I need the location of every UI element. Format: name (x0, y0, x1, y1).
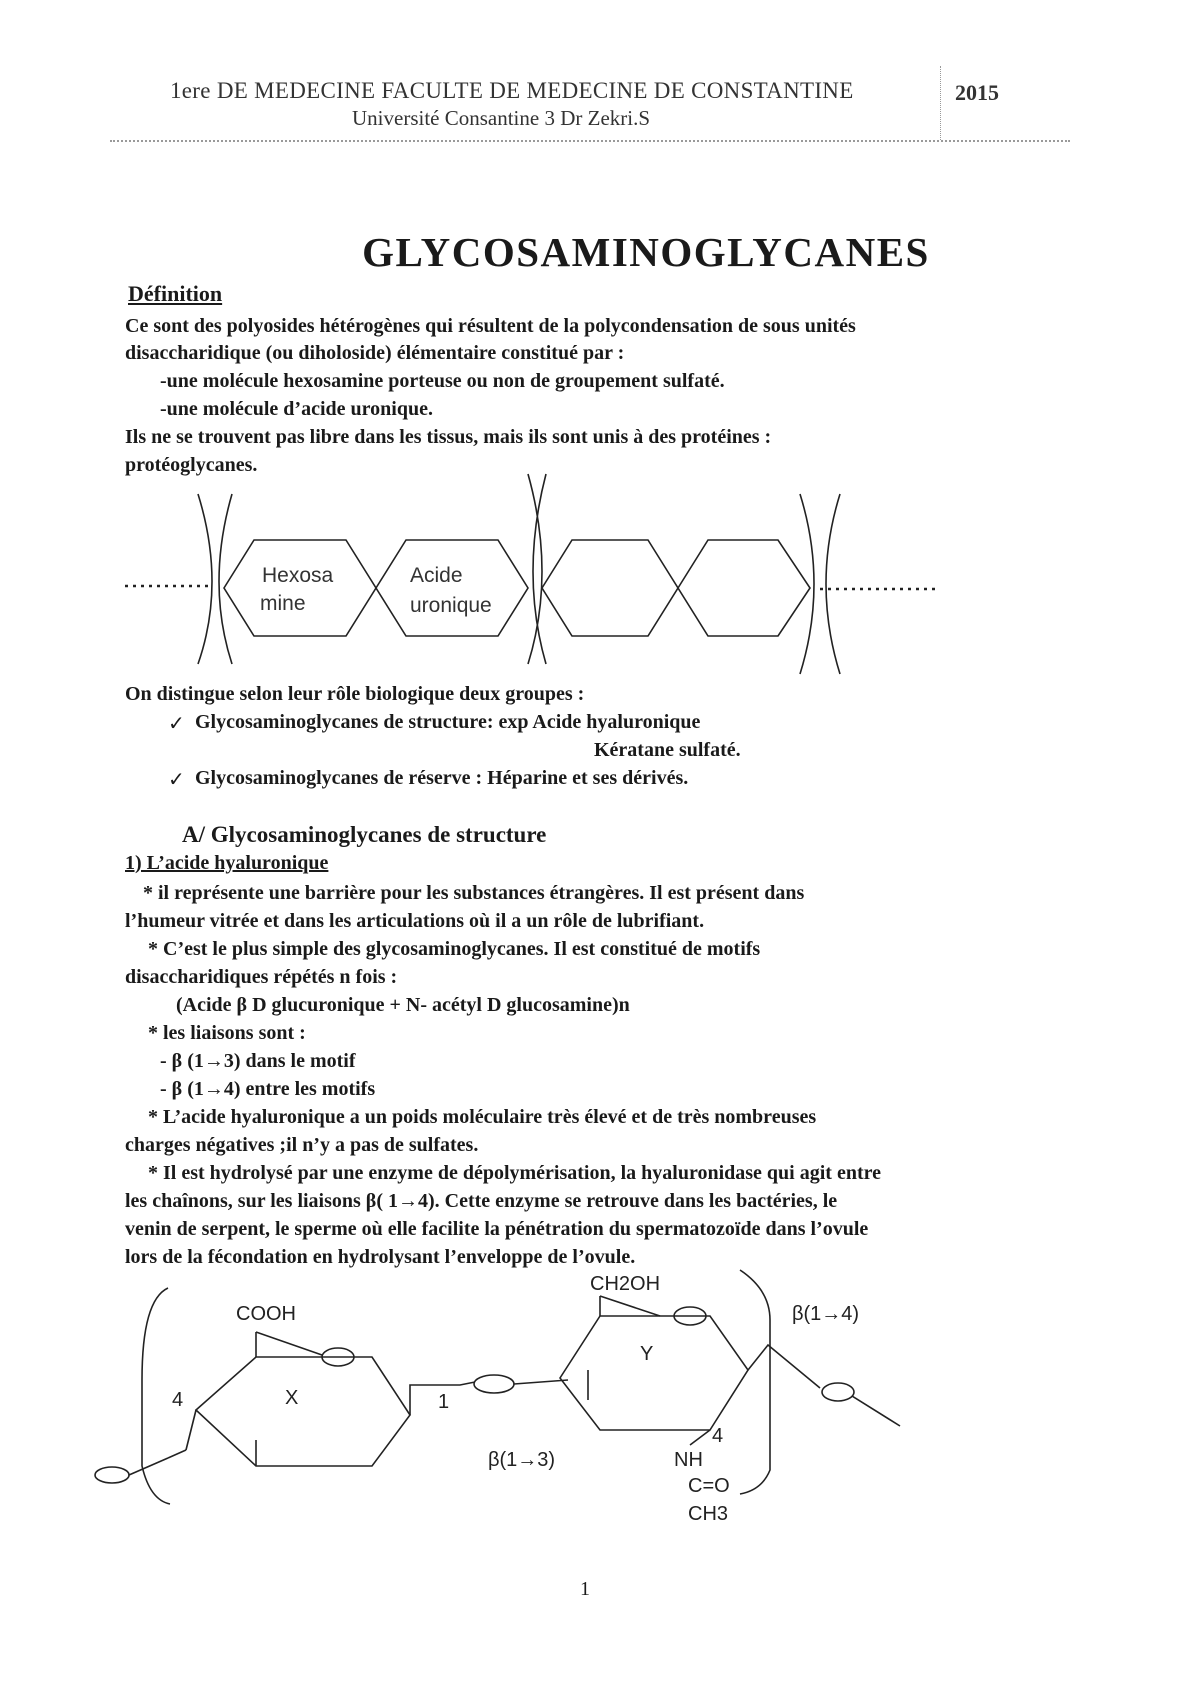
bond-c4-left (186, 1410, 196, 1450)
ch3-label: CH3 (688, 1503, 729, 1525)
check-icon: ✓ (168, 769, 185, 791)
bond-c4-left-b (168, 1450, 186, 1458)
section-a-line-8: - β (1→4) entre les motifs (160, 1078, 376, 1100)
co-label: C=O (688, 1475, 730, 1497)
oxygen-link-14 (822, 1383, 854, 1401)
structure-bracket-right (740, 1270, 770, 1494)
section-a-line-4: disaccharidiques répétés n fois : (125, 966, 398, 988)
section-a-line-3: * C’est le plus simple des glycosaminoglycanes. Il est constitué de motifs (148, 938, 761, 960)
beta-1-4-label: β(1→4) (792, 1303, 860, 1325)
section-a-line-7: - β (1→3) dans le motif (160, 1050, 356, 1072)
definition-line-5: Ils ne se trouvent pas libre dans les tissus, mais ils sont unis à des protéines : (125, 426, 772, 448)
section-a-line-9: * L’acide hyaluronique a un poids moléculaire très élevé et de très nombreuses (148, 1106, 817, 1128)
header-university: Université Consantine 3 Dr Zekri.S (352, 106, 651, 130)
groups-item-1: Glycosaminoglycanes de structure: exp Acide hyaluronique (195, 711, 701, 733)
section-a-line-1: * il représente une barrière pour les substances étrangères. Il est présent dans (143, 882, 805, 904)
section-a-line-13: venin de serpent, le sperme où elle facilite la pénétration du spermatozoïde dans l’ovule (125, 1218, 869, 1240)
check-icon: ✓ (168, 713, 185, 735)
page-number: 1 (580, 1578, 590, 1600)
groups-item-1-cont: Kératane sulfaté. (594, 739, 741, 761)
definition-line-6: protéoglycanes. (125, 454, 258, 476)
cooh-label: COOH (236, 1303, 296, 1325)
bond-left-end (129, 1458, 168, 1475)
page-title: GLYCOSAMINOGLYCANES (362, 229, 930, 275)
nh-label: NH (674, 1449, 703, 1471)
carbon-1-label: 1 (438, 1391, 450, 1413)
definition-line-3: -une molécule hexosamine porteuse ou non de groupement sulfaté. (160, 370, 725, 392)
bond-link-13 (514, 1380, 568, 1384)
hexosamine-label-2: mine (260, 592, 306, 615)
section-a-line-12: les chaînons, sur les liaisons β( 1→4). Cette enzyme se retrouve dans les bactéries, le (125, 1190, 838, 1212)
header-faculty: 1ere DE MEDECINE FACULTE DE MEDECINE DE CONSTANTINE (170, 78, 854, 103)
carbon-4-left-label: 4 (172, 1389, 184, 1411)
section-a-line-6: * les liaisons sont : (148, 1022, 306, 1044)
bond-ring-oxygen-x (256, 1332, 322, 1355)
section-a-title: A/ Glycosaminoglycanes de structure (182, 822, 547, 847)
section-a-line-2: l’humeur vitrée et dans les articulations où il a un rôle de lubrifiant. (125, 910, 705, 932)
definition-line-4: -une molécule d’acide uronique. (160, 398, 433, 420)
groups-intro: On distingue selon leur rôle biologique deux groupes : (125, 683, 585, 705)
carbon-4-right-label: 4 (712, 1425, 724, 1447)
oxygen-link-13 (474, 1375, 514, 1393)
hexosamine-label-1: Hexosa (262, 564, 334, 587)
definition-line-2: disaccharidique (ou diholoside) élémentaire constitué par : (125, 342, 625, 364)
definition-line-1: Ce sont des polyosides hétérogènes qui résultent de la polycondensation de sous unités (125, 315, 856, 337)
ring-x-label: X (285, 1387, 299, 1409)
section-a-line-11: * Il est hydrolysé par une enzyme de dépolymérisation, la hyaluronidase qui agit entre (148, 1162, 881, 1184)
ch2oh-label: CH2OH (590, 1273, 661, 1295)
bond-right-end (852, 1396, 900, 1426)
section-a-line-5: (Acide β D glucuronique + N- acétyl D glucosamine)n (176, 994, 630, 1016)
uronic-acid-label-1: Acide (410, 564, 463, 587)
groups-item-2: Glycosaminoglycanes de réserve : Héparine et ses dérivés. (195, 767, 689, 789)
header-year: 2015 (955, 80, 999, 105)
ring-y-label: Y (640, 1343, 654, 1365)
oxygen-left-end (95, 1467, 129, 1483)
bond-nh (690, 1430, 710, 1445)
bond-link-14 (748, 1345, 820, 1388)
section-a-line-14: lors de la fécondation en hydrolysant l’enveloppe de l’ovule. (125, 1246, 636, 1268)
section-a-subheading: 1) L’acide hyaluronique (125, 852, 329, 874)
bond-ring-oxygen-y (600, 1296, 660, 1316)
definition-heading: Définition (128, 281, 223, 306)
beta-1-3-label: β(1→3) (488, 1449, 556, 1471)
structure-bracket-left (142, 1288, 170, 1504)
section-a-line-10: charges négatives ;il n’y a pas de sulfates. (125, 1134, 479, 1156)
ring-x (196, 1357, 410, 1466)
uronic-acid-label-2: uronique (410, 594, 492, 617)
